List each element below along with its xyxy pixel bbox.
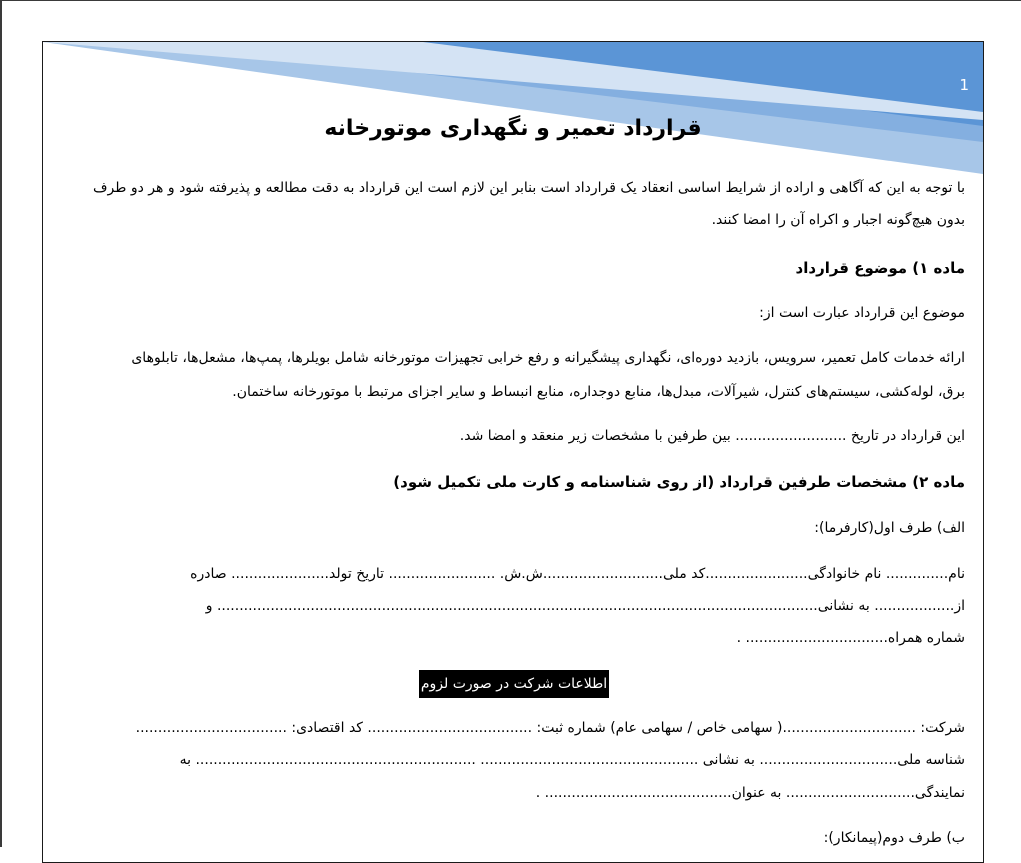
- party-a-line-2: از.................. به نشانی....................................................................................................................................... و: [205, 598, 965, 614]
- article-1-body-line-1: ارائه خدمات کامل تعمیر، سرویس، بازدید دوره‌ای، نگهداری پیشگیرانه و رفع خرابی تجهیزات موتورخانه شامل بویلرها، پمپ‌ها، مشعل‌ها، تابلوهای: [131, 350, 965, 366]
- company-line-3: نمایندگی............................. به عنوان.......................................... .: [535, 785, 965, 801]
- party-a-line-1: نام.............. نام خانوادگی.......................کد ملی...........................ش.ش. ........................ تاریخ تولد...................... صادره: [190, 566, 965, 582]
- article-1-heading: ماده ۱) موضوع قرارداد: [795, 259, 965, 277]
- article-1-subject: موضوع این قرارداد عبارت است از:: [759, 305, 965, 321]
- header-decoration: [43, 42, 983, 182]
- intro-line-2: بدون هیچ‌گونه اجبار و اکراه آن را امضا کنند.: [711, 212, 965, 228]
- company-line-2: شناسه ملی............................... به نشانی ................................................. ............................................................... به: [179, 752, 965, 768]
- party-b-label: ب) طرف دوم(پیمانکار):: [823, 830, 965, 846]
- company-info-heading: اطلاعات شرکت در صورت لزوم: [419, 670, 609, 698]
- article-1-date: این قرارداد در تاریخ ......................... بین طرفین با مشخصات زیر منعقد و امضا شد.: [459, 428, 965, 444]
- company-line-1: شرکت: ..............................( سهامی خاص / سهامی عام) شماره ثبت: ..................................... کد اقتصادی: ..................................: [135, 720, 965, 736]
- document-page: [42, 41, 984, 863]
- intro-line-1: با توجه به این که آگاهی و اراده از شرایط اساسی انعقاد یک قرارداد است بنابر این لازم است این قرارداد به دقت مطالعه و پذیرفته شود و هر دو طرف: [93, 180, 965, 196]
- document-title: قرارداد تعمیر و نگهداری موتورخانه: [324, 116, 702, 141]
- viewer-edge-left: [0, 0, 2, 847]
- party-a-line-3: شماره همراه................................ .: [736, 630, 965, 646]
- article-1-body-line-2: برق، لوله‌کشی، سیستم‌های کنترل، شیرآلات، مبدل‌ها، منابع دوجداره، منابع انبساط و سایر اجزای مرتبط با موتورخانه ساختمان.: [232, 384, 965, 400]
- page-number: 1: [959, 76, 969, 94]
- party-a-label: الف) طرف اول(کارفرما):: [814, 520, 965, 536]
- article-2-heading: ماده ۲) مشخصات طرفین قرارداد (از روی شناسنامه و کارت ملی تکمیل شود): [393, 473, 965, 491]
- viewer-edge-top: [0, 0, 1021, 1]
